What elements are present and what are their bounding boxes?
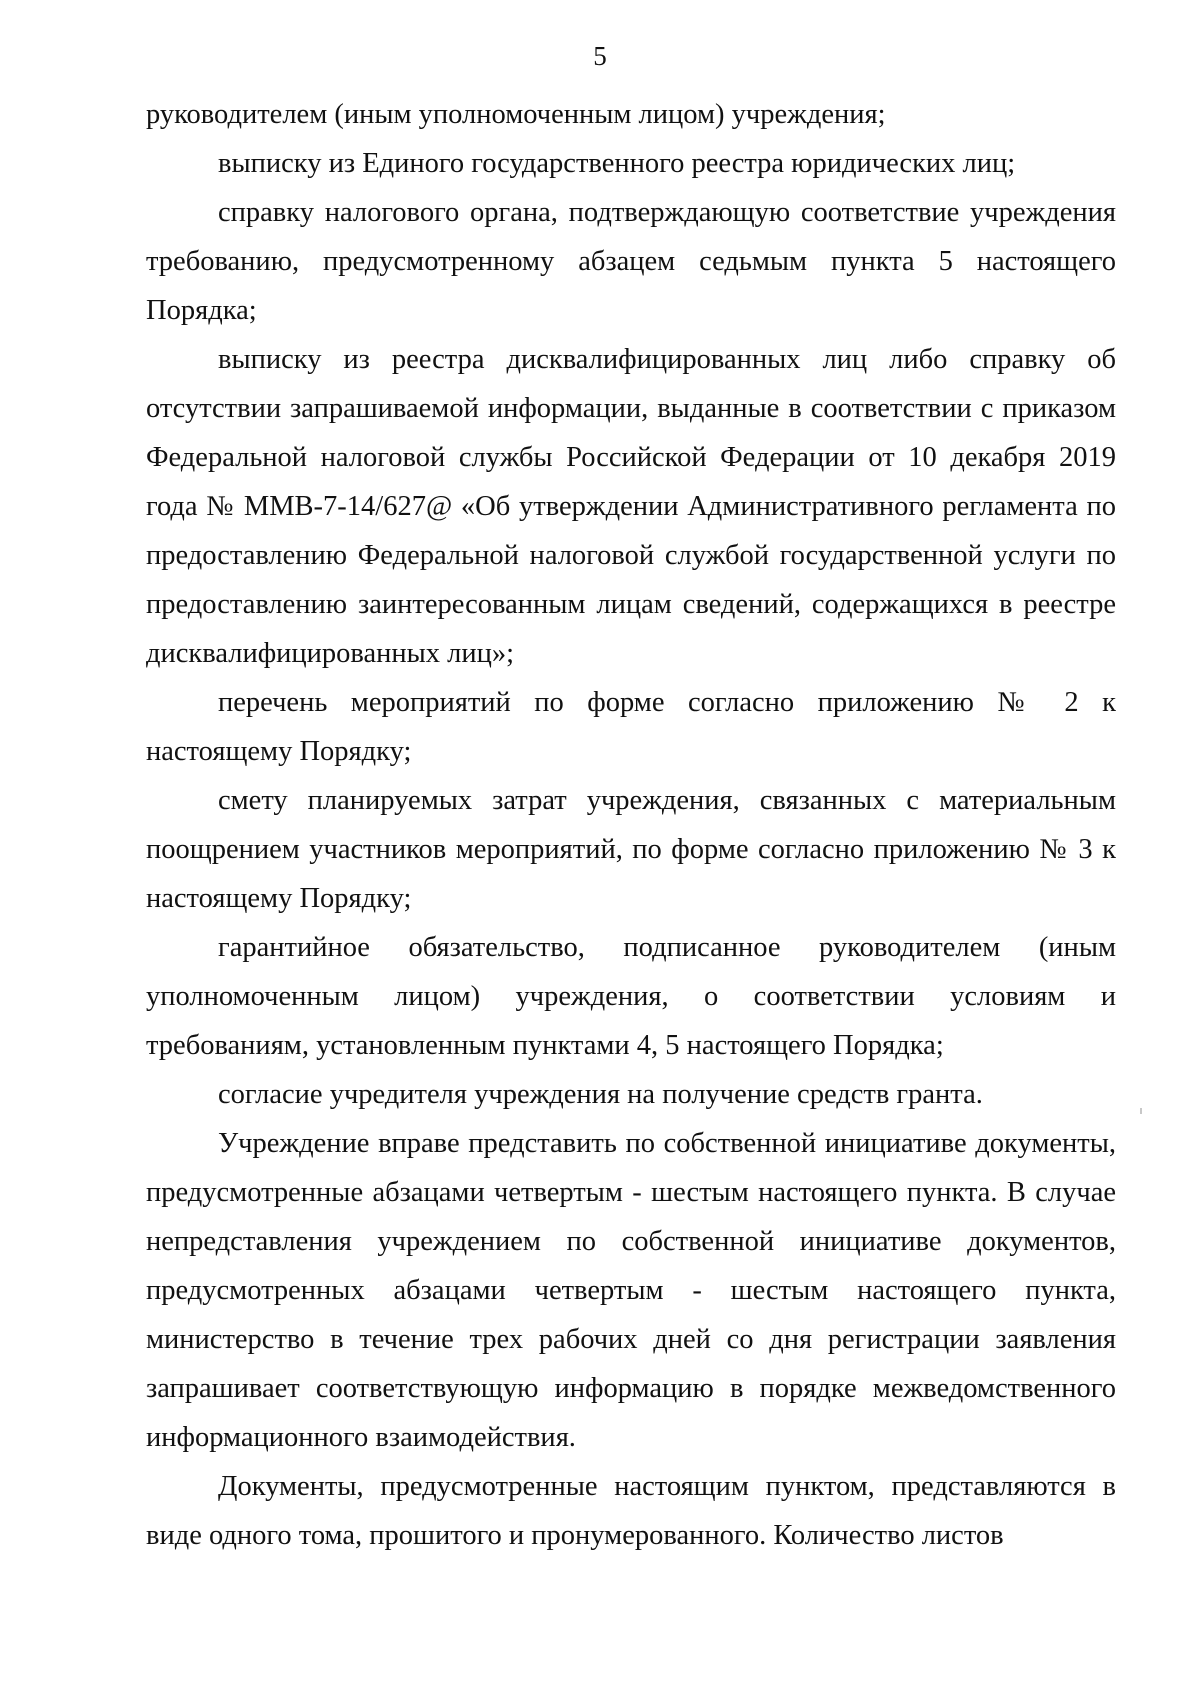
paragraph-founder-consent: согласие учредителя учреждения на получение средств гранта. [218, 1079, 983, 1110]
paragraph-cost-estimate: смету планируемых затрат учреждения, связанных с материальным поощрением участников мероприятий, по форме согласно приложению № 3 к настоящему Порядку; [146, 785, 1116, 914]
paragraph-egrul-extract: выписку из Единого государственного реестра юридических лиц; [218, 148, 1016, 179]
scan-artifact [1140, 1108, 1142, 1114]
paragraph-continuation: руководителем (иным уполномоченным лицом) учреждения; [146, 99, 886, 130]
paragraph-disqualified-registry: выписку из реестра дисквалифицированных лиц либо справку об отсутствии запрашиваемой информации, выданные в соответствии с приказом Федеральной налоговой службы Российской Федерации от 10 декабря 2019 года № ММВ-7-14/627@ «Об утверждении Административного регламента по предоставлению Федеральной налоговой службой государственной услуги по предоставлению заинтересованным лицам сведений, содержащихся в реестре дисквалифицированных лиц»; [146, 344, 1116, 669]
paragraph-guarantee-obligation: гарантийное обязательство, подписанное руководителем (иным уполномоченным лицом) учреждения, о соответствии условиям и требованиям, установленным пунктами 4, 5 настоящего Порядка; [146, 932, 1116, 1061]
paragraph-tax-certificate: справку налогового органа, подтверждающую соответствие учреждения требованию, предусмотренному абзацем седьмым пункта 5 настоящего Порядка; [146, 197, 1116, 326]
page-number: 5 [593, 41, 607, 71]
paragraph-own-initiative: Учреждение вправе представить по собственной инициативе документы, предусмотренные абзацами четвертым - шестым настоящего пункта. В случае непредставления учреждением по собственной инициативе документов, предусмотренных абзацами четвертым - шестым настоящего пункта, министерство в течение трех рабочих дней со дня регистрации заявления запрашивает соответствующую информацию в порядке межведомственного информационного взаимодействия. [146, 1128, 1116, 1453]
paragraph-events-list: перечень мероприятий по форме согласно приложению № 2 к настоящему Порядку; [146, 687, 1116, 767]
document-body [146, 90, 1116, 1560]
paragraph-document-volume: Документы, предусмотренные настоящим пунктом, представляются в виде одного тома, прошитого и пронумерованного. Количество листов [146, 1471, 1116, 1551]
